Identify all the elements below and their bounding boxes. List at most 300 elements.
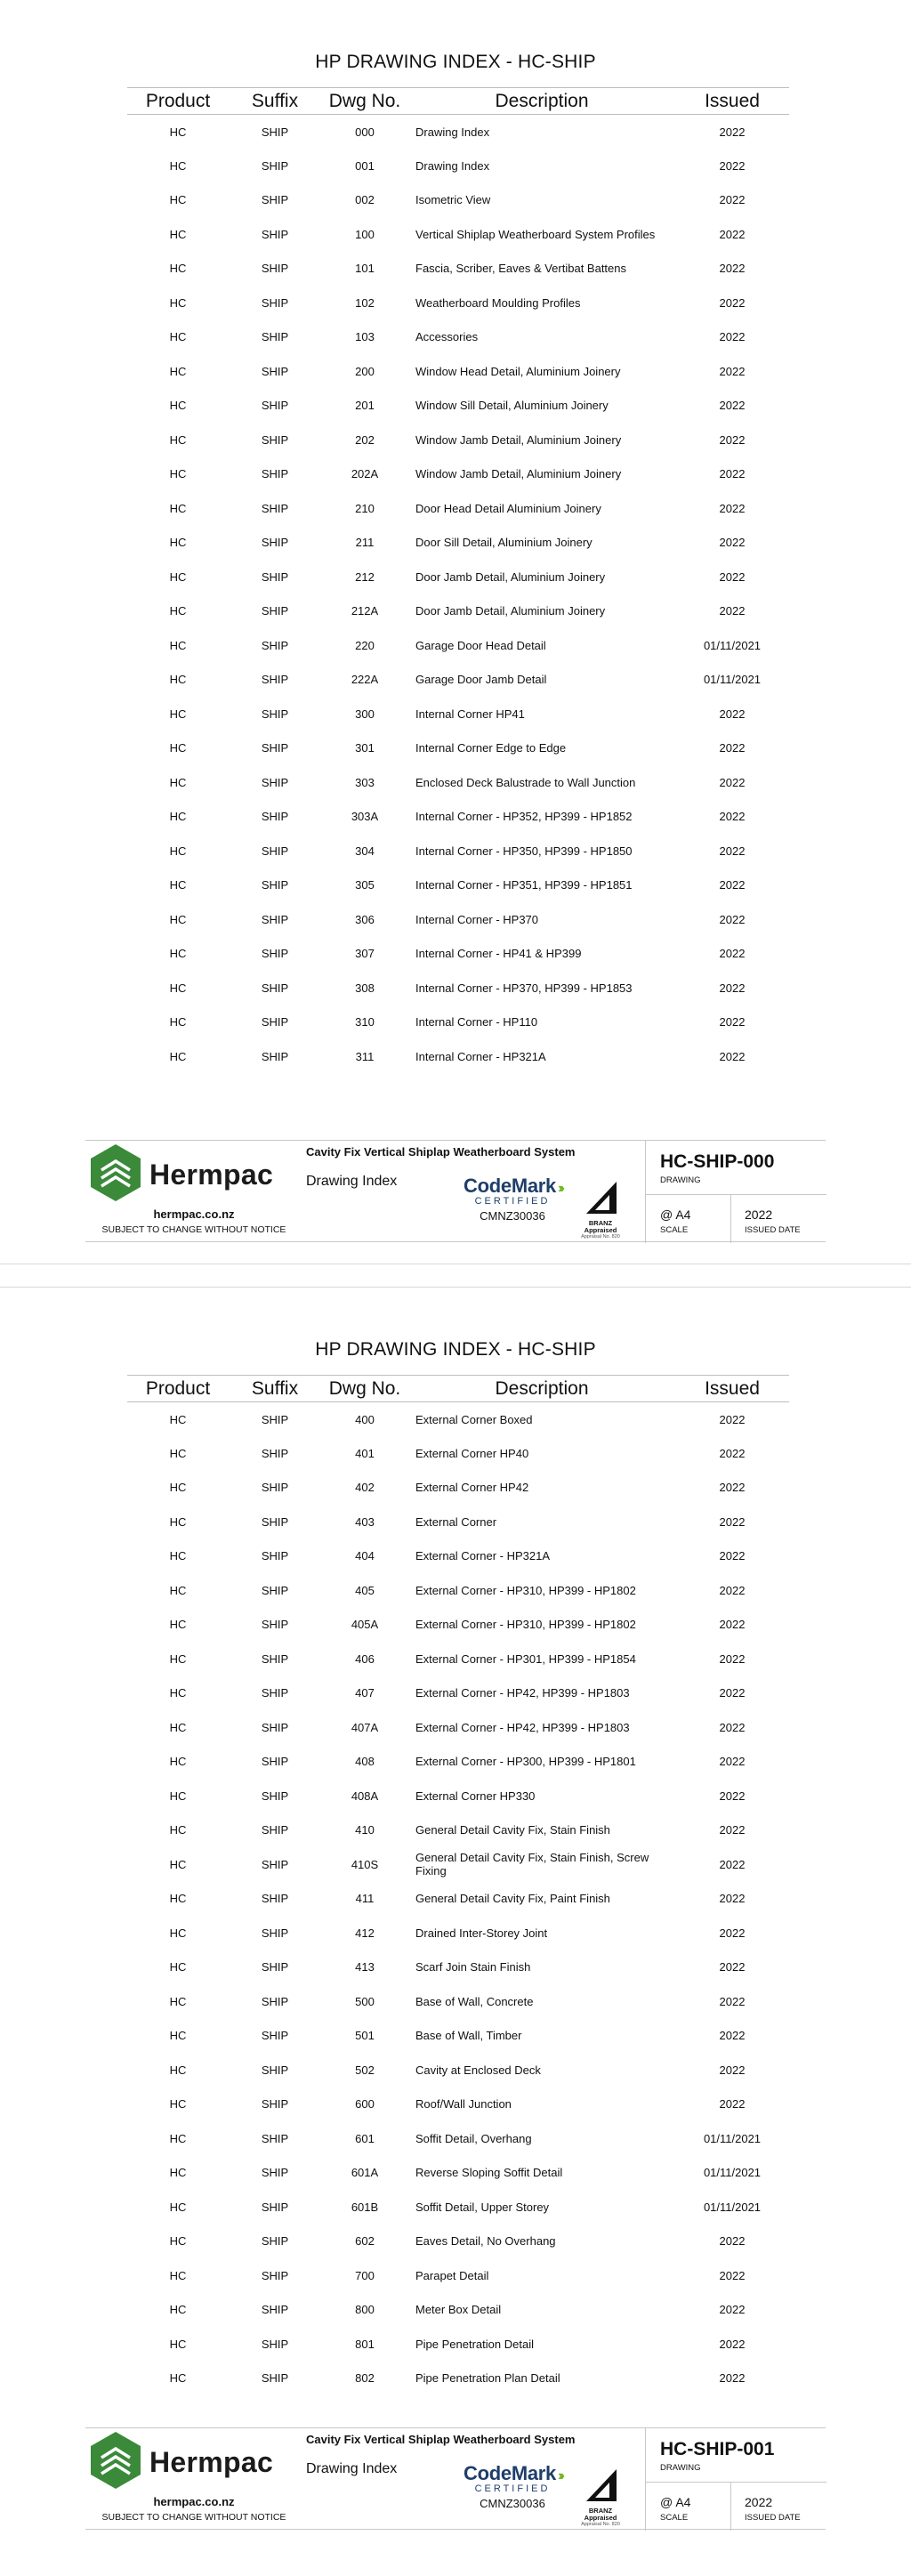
table-row <box>127 1676 789 1711</box>
table-row <box>127 1539 789 1574</box>
cell-issued: 2022 <box>719 1446 746 1460</box>
table-row <box>127 2258 789 2293</box>
cell-dwg-no: 212A <box>351 604 379 618</box>
cell-issued: 2022 <box>719 569 746 584</box>
table-row <box>127 628 789 663</box>
cell-issued: 2022 <box>719 1686 746 1700</box>
table-row <box>127 2087 789 2122</box>
cell-description: Internal Corner - HP321A <box>415 1049 546 1063</box>
cell-product: HC <box>169 330 187 344</box>
cell-issued: 2022 <box>719 2063 746 2077</box>
title-block <box>85 1140 826 1242</box>
table-row <box>127 834 789 868</box>
cell-description: Window Head Detail, Aluminium Joinery <box>415 364 621 378</box>
drawing-title: Drawing Index <box>306 1174 398 1189</box>
scale-value: @ A4 <box>660 2495 691 2509</box>
cell-suffix: SHIP <box>261 2371 289 2386</box>
cell-dwg-no: 303A <box>351 810 379 824</box>
cell-product: HC <box>169 125 187 139</box>
cell-issued: 2022 <box>719 262 746 276</box>
table-row <box>127 1402 789 1437</box>
drawing-label: DRAWING <box>660 2463 701 2473</box>
cell-dwg-no: 700 <box>355 2268 375 2282</box>
header-product: Product <box>127 88 229 115</box>
cell-product: HC <box>169 1857 187 1871</box>
table-row <box>127 800 789 835</box>
cell-dwg-no: 002 <box>355 193 375 207</box>
cell-issued: 2022 <box>719 981 746 995</box>
cell-dwg-no: 502 <box>355 2063 375 2077</box>
cell-description: Internal Corner Edge to Edge <box>415 741 567 755</box>
branz-subtext: Appraisal No. 820 <box>581 1234 620 1240</box>
system-name: Cavity Fix Vertical Shiplap Weatherboard System <box>306 1145 576 1159</box>
cell-issued: 2022 <box>719 1514 746 1529</box>
header-issued: Issued <box>675 1376 789 1402</box>
cell-description: Internal Corner - HP370, HP399 - HP1853 <box>415 981 633 995</box>
header-description: Description <box>408 88 675 115</box>
cell-issued: 2022 <box>719 2029 746 2043</box>
table-row <box>127 1039 789 1074</box>
cell-dwg-no: 413 <box>355 1960 375 1974</box>
header-issued: Issued <box>675 88 789 115</box>
cell-description: Soffit Detail, Upper Storey <box>415 2200 550 2214</box>
cell-product: HC <box>169 158 187 173</box>
cell-product: HC <box>169 2063 187 2077</box>
cell-description: Pipe Penetration Detail <box>415 2337 534 2351</box>
cell-product: HC <box>169 1686 187 1700</box>
drawing-index-table <box>127 1375 789 2395</box>
cell-description: Garage Door Head Detail <box>415 638 546 652</box>
cell-product: HC <box>169 2268 187 2282</box>
table-row <box>127 971 789 1005</box>
cell-suffix: SHIP <box>261 295 289 310</box>
scale-value: @ A4 <box>660 1207 691 1222</box>
cell-suffix: SHIP <box>261 536 289 550</box>
cell-suffix: SHIP <box>261 193 289 207</box>
cell-description: Door Jamb Detail, Aluminium Joinery <box>415 604 606 618</box>
cell-product: HC <box>169 775 187 789</box>
table-row <box>127 697 789 731</box>
cell-suffix: SHIP <box>261 227 289 241</box>
cell-issued: 2022 <box>719 158 746 173</box>
cell-issued: 2022 <box>719 1481 746 1495</box>
cell-suffix: SHIP <box>261 1892 289 1906</box>
cell-issued: 2022 <box>719 501 746 515</box>
cell-description: External Corner - HP310, HP399 - HP1802 <box>415 1618 636 1632</box>
divider <box>730 2482 731 2531</box>
cell-description: Scarf Join Stain Finish <box>415 1960 531 1974</box>
cell-dwg-no: 210 <box>355 501 375 515</box>
cell-dwg-no: 200 <box>355 364 375 378</box>
drawing-info <box>645 1141 826 1243</box>
cell-dwg-no: 307 <box>355 947 375 961</box>
cell-description: External Corner <box>415 1514 497 1529</box>
cell-dwg-no: 401 <box>355 1446 375 1460</box>
cell-product: HC <box>169 844 187 858</box>
header-dwg-no: Dwg No. <box>321 88 408 115</box>
hermpac-logo <box>85 1141 302 1243</box>
cell-issued: 2022 <box>719 1549 746 1563</box>
cell-suffix: SHIP <box>261 673 289 687</box>
cell-issued: 01/11/2021 <box>703 638 762 652</box>
cell-issued: 2022 <box>719 2303 746 2317</box>
cell-issued: 01/11/2021 <box>703 2200 762 2214</box>
table-row <box>127 1882 789 1917</box>
table-header-row <box>127 88 789 115</box>
cell-dwg-no: 410 <box>355 1823 375 1837</box>
drawing-number: HC-SHIP-001 <box>660 2439 775 2459</box>
table-row <box>127 1642 789 1676</box>
cell-suffix: SHIP <box>261 604 289 618</box>
cell-product: HC <box>169 1049 187 1063</box>
cell-product: HC <box>169 912 187 926</box>
cell-product: HC <box>169 1514 187 1529</box>
table-row <box>127 2225 789 2259</box>
drawing-label: DRAWING <box>660 1175 701 1185</box>
cell-dwg-no: 301 <box>355 741 375 755</box>
cell-suffix: SHIP <box>261 501 289 515</box>
cell-product: HC <box>169 741 187 755</box>
table-row <box>127 937 789 972</box>
cell-dwg-no: 308 <box>355 981 375 995</box>
table-row <box>127 1710 789 1745</box>
cell-description: External Corner HP40 <box>415 1446 529 1460</box>
cell-description: Internal Corner - HP351, HP399 - HP1851 <box>415 878 633 892</box>
cell-description: Base of Wall, Concrete <box>415 1994 534 2008</box>
cell-issued: 01/11/2021 <box>703 673 762 687</box>
codemark-arrows-icon: ››› <box>557 2468 561 2483</box>
cell-dwg-no: 801 <box>355 2337 375 2351</box>
cell-description: Window Jamb Detail, Aluminium Joinery <box>415 467 622 481</box>
cell-product: HC <box>169 878 187 892</box>
cell-description: Accessories <box>415 330 479 344</box>
cell-suffix: SHIP <box>261 262 289 276</box>
cell-product: HC <box>169 2166 187 2180</box>
cell-product: HC <box>169 947 187 961</box>
cell-product: HC <box>169 467 187 481</box>
table-row <box>127 868 789 903</box>
cell-suffix: SHIP <box>261 467 289 481</box>
drawing-index-table <box>127 87 789 1074</box>
table-row <box>127 1436 789 1471</box>
cell-issued: 2022 <box>719 1015 746 1030</box>
cell-description: Fascia, Scriber, Eaves & Vertibat Battens <box>415 262 627 276</box>
cell-product: HC <box>169 2029 187 2043</box>
cell-dwg-no: 304 <box>355 844 375 858</box>
table-row <box>127 1847 789 1882</box>
cell-product: HC <box>169 707 187 721</box>
cell-issued: 2022 <box>719 1618 746 1632</box>
cell-suffix: SHIP <box>261 432 289 447</box>
cell-suffix: SHIP <box>261 775 289 789</box>
cell-description: Internal Corner - HP370 <box>415 912 539 926</box>
cell-product: HC <box>169 2097 187 2112</box>
hermpac-hexagon-icon <box>89 2431 142 2490</box>
drawing-sheet-2 <box>0 1288 911 2551</box>
cell-suffix: SHIP <box>261 1049 289 1063</box>
website: hermpac.co.nz <box>153 2495 235 2508</box>
cell-description: Window Sill Detail, Aluminium Joinery <box>415 399 609 413</box>
header-product: Product <box>127 1376 229 1402</box>
cell-description: Garage Door Jamb Detail <box>415 673 547 687</box>
cell-product: HC <box>169 193 187 207</box>
cell-dwg-no: 403 <box>355 1514 375 1529</box>
cell-issued: 2022 <box>719 1960 746 1974</box>
cell-description: External Corner - HP310, HP399 - HP1802 <box>415 1583 636 1597</box>
codemark-word: CodeMark <box>464 2462 556 2484</box>
cell-dwg-no: 310 <box>355 1015 375 1030</box>
cell-dwg-no: 311 <box>355 1049 375 1063</box>
cell-suffix: SHIP <box>261 1015 289 1030</box>
cell-product: HC <box>169 1618 187 1632</box>
cell-product: HC <box>169 262 187 276</box>
table-row <box>127 183 789 218</box>
cell-product: HC <box>169 432 187 447</box>
cell-issued: 2022 <box>719 125 746 139</box>
cell-issued: 2022 <box>719 1857 746 1871</box>
cell-product: HC <box>169 638 187 652</box>
cell-issued: 2022 <box>719 2268 746 2282</box>
codemark-logo <box>446 1175 579 1223</box>
codemark-arrows-icon: ››› <box>557 1181 561 1196</box>
header-suffix: Suffix <box>229 88 321 115</box>
cell-product: HC <box>169 1789 187 1803</box>
page-separator <box>0 1264 911 1288</box>
cell-suffix: SHIP <box>261 2234 289 2249</box>
cell-product: HC <box>169 1015 187 1030</box>
table-row <box>127 765 789 800</box>
cell-dwg-no: 406 <box>355 1651 375 1666</box>
cell-suffix: SHIP <box>261 878 289 892</box>
cell-suffix: SHIP <box>261 1618 289 1632</box>
cell-suffix: SHIP <box>261 330 289 344</box>
title-block <box>85 2427 826 2530</box>
cell-dwg-no: 103 <box>355 330 375 344</box>
table-row <box>127 2190 789 2225</box>
cell-suffix: SHIP <box>261 158 289 173</box>
codemark-certified: CERTIFIED <box>474 2483 551 2494</box>
cell-description: Drawing Index <box>415 158 490 173</box>
table-row <box>127 115 789 149</box>
cell-suffix: SHIP <box>261 569 289 584</box>
cell-dwg-no: 102 <box>355 295 375 310</box>
cell-description: Internal Corner HP41 <box>415 707 525 721</box>
table-row <box>127 1779 789 1813</box>
cell-suffix: SHIP <box>261 947 289 961</box>
cell-dwg-no: 402 <box>355 1481 375 1495</box>
cell-issued: 2022 <box>719 432 746 447</box>
cell-dwg-no: 410S <box>351 1857 379 1871</box>
cell-suffix: SHIP <box>261 1789 289 1803</box>
cell-product: HC <box>169 1412 187 1426</box>
cell-product: HC <box>169 399 187 413</box>
cell-issued: 2022 <box>719 1720 746 1734</box>
cell-description: Soffit Detail, Overhang <box>415 2131 532 2145</box>
table-row <box>127 1005 789 1040</box>
cell-suffix: SHIP <box>261 1686 289 1700</box>
codemark-number: CMNZ30036 <box>480 1209 545 1223</box>
table-row <box>127 1950 789 1985</box>
cell-issued: 2022 <box>719 399 746 413</box>
cell-dwg-no: 601 <box>355 2131 375 2145</box>
cell-product: HC <box>169 2303 187 2317</box>
cell-suffix: SHIP <box>261 741 289 755</box>
cell-product: HC <box>169 673 187 687</box>
cell-issued: 2022 <box>719 1583 746 1597</box>
cell-issued: 2022 <box>719 227 746 241</box>
cell-description: External Corner - HP301, HP399 - HP1854 <box>415 1651 636 1666</box>
cell-product: HC <box>169 2371 187 2386</box>
cell-suffix: SHIP <box>261 2166 289 2180</box>
codemark-word: CodeMark <box>464 1175 556 1197</box>
table-row <box>127 2121 789 2156</box>
branz-mark-icon <box>583 1180 618 1215</box>
cell-product: HC <box>169 810 187 824</box>
cell-suffix: SHIP <box>261 810 289 824</box>
divider <box>646 2482 826 2483</box>
issued-date-value: 2022 <box>745 1207 773 1222</box>
cell-suffix: SHIP <box>261 638 289 652</box>
cell-suffix: SHIP <box>261 2029 289 2043</box>
cell-suffix: SHIP <box>261 2268 289 2282</box>
cell-suffix: SHIP <box>261 1926 289 1940</box>
cell-suffix: SHIP <box>261 912 289 926</box>
scale-label: SCALE <box>660 1225 689 1235</box>
brand-name: Hermpac <box>149 1159 274 1191</box>
cell-product: HC <box>169 1549 187 1563</box>
header-description: Description <box>408 1376 675 1402</box>
drawing-number: HC-SHIP-000 <box>660 1151 775 1172</box>
table-row <box>127 560 789 594</box>
cell-issued: 2022 <box>719 1789 746 1803</box>
cell-dwg-no: 405A <box>351 1618 379 1632</box>
cell-dwg-no: 602 <box>355 2234 375 2249</box>
cell-issued: 2022 <box>719 947 746 961</box>
table-row <box>127 731 789 766</box>
cell-issued: 2022 <box>719 2337 746 2351</box>
cell-issued: 2022 <box>719 1049 746 1063</box>
cell-suffix: SHIP <box>261 1446 289 1460</box>
cell-issued: 2022 <box>719 1412 746 1426</box>
cell-description: Door Sill Detail, Aluminium Joinery <box>415 536 593 550</box>
cell-dwg-no: 300 <box>355 707 375 721</box>
table-row <box>127 1916 789 1950</box>
cell-suffix: SHIP <box>261 2097 289 2112</box>
header-suffix: Suffix <box>229 1376 321 1402</box>
cell-description: General Detail Cavity Fix, Stain Finish <box>415 1823 610 1837</box>
cell-description: External Corner Boxed <box>415 1412 533 1426</box>
cell-issued: 2022 <box>719 536 746 550</box>
cell-issued: 2022 <box>719 1892 746 1906</box>
cell-dwg-no: 100 <box>355 227 375 241</box>
cell-product: HC <box>169 569 187 584</box>
cell-dwg-no: 000 <box>355 125 375 139</box>
cell-description: Drained Inter-Storey Joint <box>415 1926 548 1940</box>
cell-description: Vertical Shiplap Weatherboard System Profiles <box>415 227 656 241</box>
table-row <box>127 2156 789 2191</box>
table-row <box>127 2293 789 2328</box>
table-row <box>127 1745 789 1780</box>
cell-description: General Detail Cavity Fix, Paint Finish <box>415 1892 610 1906</box>
cell-product: HC <box>169 1720 187 1734</box>
cell-description: External Corner - HP300, HP399 - HP1801 <box>415 1755 636 1769</box>
cell-dwg-no: 601A <box>351 2166 379 2180</box>
cell-description: Window Jamb Detail, Aluminium Joinery <box>415 432 622 447</box>
cell-dwg-no: 800 <box>355 2303 375 2317</box>
cell-description: Reverse Sloping Soffit Detail <box>415 2166 563 2180</box>
divider <box>646 1194 826 1195</box>
issued-date-label: ISSUED DATE <box>745 1225 801 1235</box>
table-row <box>127 2362 789 2396</box>
table-row <box>127 1813 789 1848</box>
cell-description: Enclosed Deck Balustrade to Wall Junction <box>415 775 636 789</box>
table-row <box>127 526 789 561</box>
cell-suffix: SHIP <box>261 1994 289 2008</box>
table-row <box>127 286 789 320</box>
cell-dwg-no: 212 <box>355 569 375 584</box>
cell-description: Door Jamb Detail, Aluminium Joinery <box>415 569 606 584</box>
branz-subtext: Appraisal No. 820 <box>581 2522 620 2527</box>
cell-dwg-no: 407 <box>355 1686 375 1700</box>
cell-issued: 2022 <box>719 1926 746 1940</box>
cell-suffix: SHIP <box>261 1720 289 1734</box>
header-dwg-no: Dwg No. <box>321 1376 408 1402</box>
cell-dwg-no: 404 <box>355 1549 375 1563</box>
cell-dwg-no: 802 <box>355 2371 375 2386</box>
cell-product: HC <box>169 1583 187 1597</box>
cell-description: Weatherboard Moulding Profiles <box>415 295 581 310</box>
cell-issued: 2022 <box>719 330 746 344</box>
table-row <box>127 2053 789 2087</box>
drawing-title: Drawing Index <box>306 2461 398 2476</box>
cell-dwg-no: 411 <box>355 1892 375 1906</box>
cell-dwg-no: 600 <box>355 2097 375 2112</box>
divider <box>730 1194 731 1243</box>
cell-issued: 2022 <box>719 364 746 378</box>
cell-suffix: SHIP <box>261 2063 289 2077</box>
branz-logo <box>572 2467 629 2528</box>
table-row <box>127 354 789 389</box>
cell-product: HC <box>169 227 187 241</box>
cell-description: Internal Corner - HP110 <box>415 1015 538 1030</box>
cell-dwg-no: 408 <box>355 1755 375 1769</box>
cell-issued: 01/11/2021 <box>703 2131 762 2145</box>
cell-issued: 2022 <box>719 2234 746 2249</box>
cell-suffix: SHIP <box>261 1412 289 1426</box>
cell-description: External Corner - HP42, HP399 - HP1803 <box>415 1686 630 1700</box>
cell-suffix: SHIP <box>261 981 289 995</box>
table-header-row <box>127 1376 789 1402</box>
cell-suffix: SHIP <box>261 1651 289 1666</box>
table-row <box>127 902 789 937</box>
table-row <box>127 320 789 355</box>
table-row <box>127 663 789 698</box>
cell-description: External Corner HP42 <box>415 1481 529 1495</box>
drawing-info <box>645 2428 826 2531</box>
branz-logo <box>572 1180 629 1240</box>
cell-issued: 2022 <box>719 1651 746 1666</box>
table-row <box>127 594 789 629</box>
cell-issued: 2022 <box>719 741 746 755</box>
table-row <box>127 2327 789 2362</box>
cell-description: External Corner HP330 <box>415 1789 536 1803</box>
table-row <box>127 491 789 526</box>
cell-description: Parapet Detail <box>415 2268 489 2282</box>
cell-product: HC <box>169 295 187 310</box>
cell-suffix: SHIP <box>261 125 289 139</box>
drawing-sheet-1 <box>0 0 911 1264</box>
cell-suffix: SHIP <box>261 2337 289 2351</box>
